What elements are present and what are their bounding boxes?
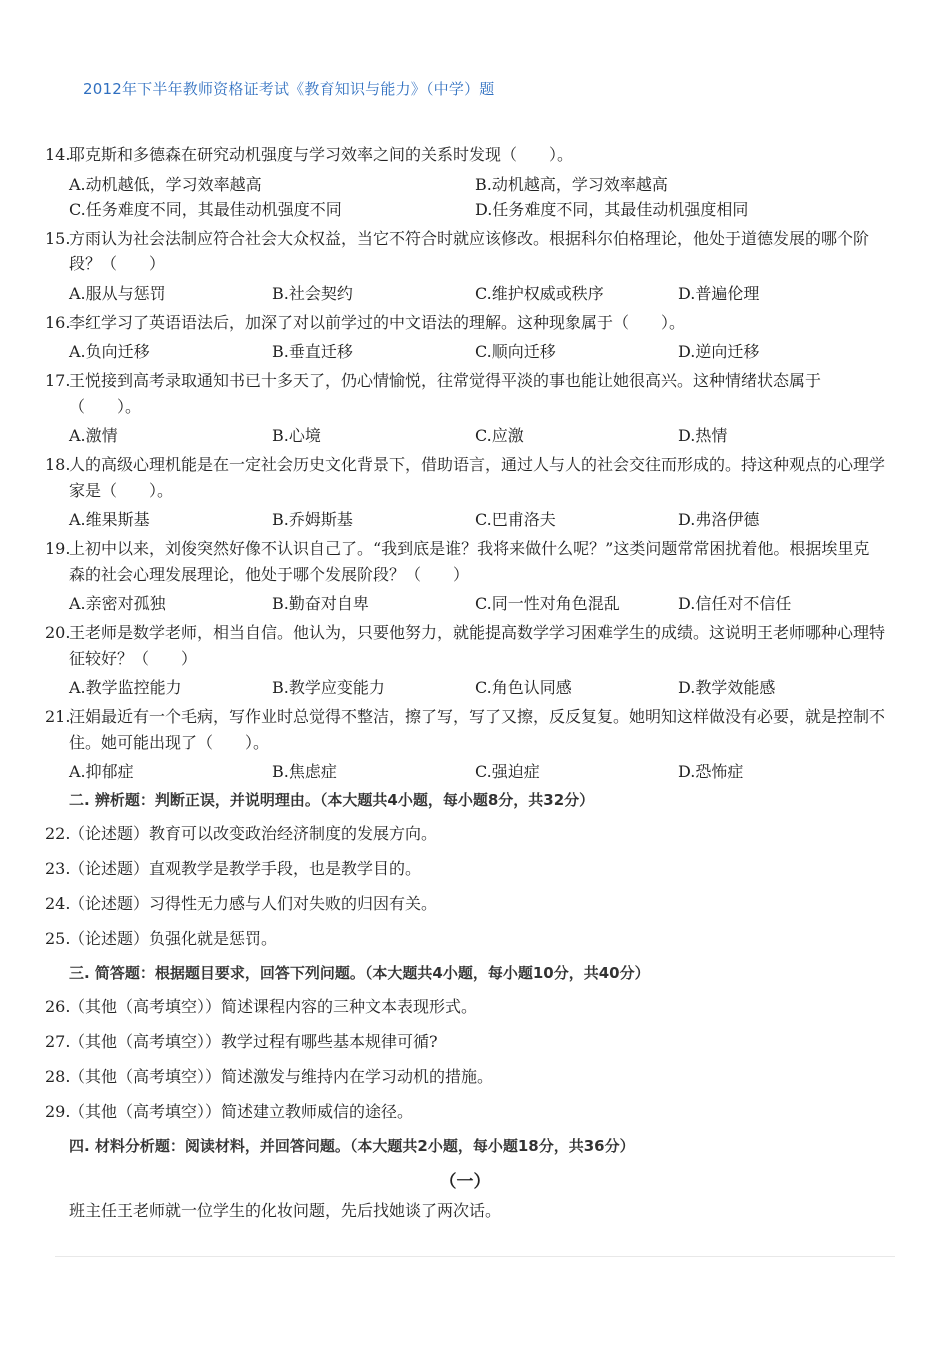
option-d: D.任务难度不同，其最佳动机强度相同: [475, 199, 749, 219]
option-a: A.服从与惩罚: [69, 283, 166, 303]
question-text: （其他（高考填空））简述课程内容的三种文本表现形式。: [69, 997, 478, 1016]
options: [45, 281, 885, 306]
option-c: C.巴甫洛夫: [475, 510, 556, 529]
question-text: 耶克斯和多德森在研究动机强度与学习效率之间的关系时发现（ ）。: [69, 145, 574, 164]
option-d: D.普遍伦理: [678, 283, 760, 303]
question-text: （论述题）教育可以改变政治经济制度的发展方向。: [69, 824, 438, 843]
option-d: D.教学效能感: [678, 678, 776, 697]
question-text: （论述题）直观教学是教学手段，也是教学目的。: [69, 859, 422, 878]
options: [45, 675, 885, 700]
section-heading-3: 三. 简答题：根据题目要求，回答下列问题。（本大题共4小题，每小题10分，共40分）: [69, 964, 650, 982]
option-d: D.逆向迁移: [678, 342, 760, 361]
option-d: D.热情: [678, 426, 728, 445]
option-c: C.角色认同感: [475, 678, 572, 697]
options: [45, 591, 885, 616]
question-number: 24.: [45, 894, 71, 913]
question-number: 14.: [45, 145, 71, 164]
question-number: 20.: [45, 623, 71, 642]
option-c: C.应激: [475, 426, 524, 445]
question-22: [45, 821, 885, 846]
option-c: C.同一性对角色混乱: [475, 594, 620, 613]
options: [45, 339, 885, 364]
option-b: B.动机越高，学习效率越高: [475, 174, 668, 194]
option-c: C.任务难度不同，其最佳动机强度不同: [69, 199, 342, 219]
option-a: A.亲密对孤独: [69, 594, 166, 613]
question-number: 27.: [45, 1032, 71, 1051]
options: [45, 172, 885, 197]
question-number: 22.: [45, 824, 71, 843]
material-subtitle: （一）: [439, 1172, 491, 1192]
option-a: A.教学监控能力: [69, 678, 182, 697]
option-a: A.抑郁症: [69, 762, 134, 781]
question-number: 23.: [45, 859, 71, 878]
question-number: 17.: [45, 371, 71, 390]
options: [45, 759, 885, 784]
option-b: B.教学应变能力: [272, 678, 385, 697]
page-divider: [55, 1256, 895, 1257]
question-number: 19.: [45, 539, 71, 558]
question-text: （论述题）负强化就是惩罚。: [69, 929, 278, 948]
option-d: D.弗洛伊德: [678, 510, 760, 529]
question-14: [45, 142, 885, 222]
option-c: C.顺向迁移: [475, 342, 556, 361]
question-text: 王悦接到高考录取通知书已十多天了，仍心情愉悦，往常觉得平淡的事也能让她很高兴。这种情绪状态属于（ ）。: [69, 371, 822, 416]
question-number: 26.: [45, 997, 71, 1016]
question-number: 29.: [45, 1102, 71, 1121]
question-text: 上初中以来，刘俊突然好像不认识自己了。“我到底是谁？我将来做什么呢？”这类问题常常困扰着他。根据埃里克森的社会心理发展理论，他处于哪个发展阶段？（ ）: [69, 539, 870, 584]
question-20: [45, 620, 885, 700]
question-number: 28.: [45, 1067, 71, 1086]
question-23: [45, 856, 885, 881]
question-21: [45, 704, 885, 784]
option-b: B.勤奋对自卑: [272, 594, 369, 613]
question-16: [45, 310, 885, 365]
question-text: （其他（高考填空））教学过程有哪些基本规律可循?: [69, 1032, 438, 1051]
question-text: 汪娟最近有一个毛病，写作业时总觉得不整洁，擦了写，写了又擦，反反复复。她明知这样做没有必要，就是控制不住。她可能出现了（ ）。: [69, 707, 886, 752]
options: [45, 507, 885, 532]
option-b: B.乔姆斯基: [272, 510, 353, 529]
option-b: B.焦虑症: [272, 762, 337, 781]
question-27: [45, 1029, 885, 1054]
options: [45, 197, 885, 222]
question-text: 人的高级心理机能是在一定社会历史文化背景下，借助语言，通过人与人的社会交往而形成的。持这种观点的心理学家是（ ）。: [69, 455, 886, 500]
question-19: [45, 536, 885, 616]
question-number: 15.: [45, 228, 71, 248]
exam-content: [45, 142, 885, 1223]
question-26: [45, 994, 885, 1019]
option-a: A.动机越低，学习效率越高: [69, 174, 262, 194]
options: [45, 423, 885, 448]
option-c: C.强迫症: [475, 762, 540, 781]
question-28: [45, 1064, 885, 1089]
question-number: 18.: [45, 455, 71, 474]
question-text: 方雨认为社会法制应符合社会大众权益，当它不符合时就应该修改。根据科尔伯格理论，他处于道德发展的哪个阶段？（ ）: [69, 228, 870, 273]
question-text: 王老师是数学老师，相当自信。他认为，只要他努力，就能提高数学学习困难学生的成绩。这说明王老师哪种心理特征较好？（ ）: [69, 623, 886, 668]
question-17: [45, 368, 885, 448]
section-heading-2: 二. 辨析题：判断正误，并说明理由。（本大题共4小题，每小题8分，共32分）: [69, 791, 595, 809]
question-number: 25.: [45, 929, 71, 948]
option-c: C.维护权威或秩序: [475, 283, 604, 303]
question-15: [45, 226, 885, 306]
section-heading-4: 四. 材料分析题：阅读材料，并回答问题。（本大题共2小题，每小题18分，共36分）: [69, 1137, 635, 1155]
question-text: 李红学习了英语语法后，加深了对以前学过的中文语法的理解。这种现象属于（ ）。: [69, 312, 686, 332]
question-29: [45, 1099, 885, 1124]
option-a: A.负向迁移: [69, 342, 150, 361]
question-text: （其他（高考填空））简述激发与维持内在学习动机的措施。: [69, 1067, 494, 1086]
question-number: 16.: [45, 312, 71, 332]
material-paragraph: 班主任王老师就一位学生的化妆问题，先后找她谈了两次话。: [69, 1201, 502, 1220]
option-a: A.维果斯基: [69, 510, 150, 529]
question-18: [45, 452, 885, 532]
option-b: B.心境: [272, 426, 321, 445]
option-d: D.恐怖症: [678, 762, 744, 781]
document-header: 2012年下半年教师资格证考试《教育知识与能力》（中学）题: [83, 80, 495, 98]
question-25: [45, 926, 885, 951]
question-24: [45, 891, 885, 916]
question-text: （其他（高考填空））简述建立教师威信的途径。: [69, 1102, 414, 1121]
option-b: B.垂直迁移: [272, 342, 353, 361]
question-number: 21.: [45, 707, 71, 726]
option-a: A.激情: [69, 426, 118, 445]
option-d: D.信任对不信任: [678, 594, 792, 613]
question-text: （论述题）习得性无力感与人们对失败的归因有关。: [69, 894, 438, 913]
option-b: B.社会契约: [272, 283, 353, 303]
